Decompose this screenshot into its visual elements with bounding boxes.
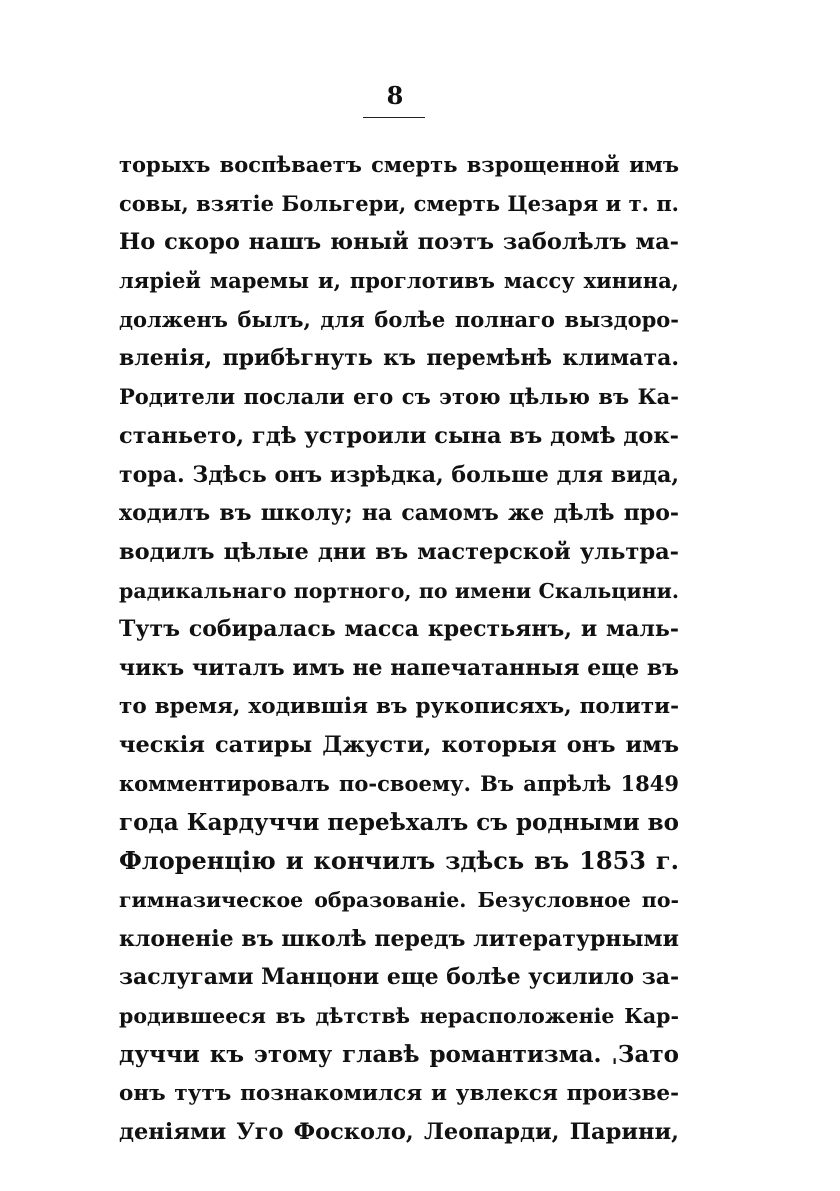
text-line: водилъ цѣлые дни въ мастерской ультра- xyxy=(119,538,679,565)
text-line: года Кардуччи переѣхалъ съ родными во xyxy=(119,808,679,836)
text-line: комментировалъ по-своему. Въ апрѣлѣ 1849 xyxy=(119,771,679,796)
body-text xyxy=(119,146,679,1152)
text-line: вленія, прибѣгнуть къ перемѣнѣ климата. xyxy=(119,345,679,372)
text-line: заслугами Манцони еще болѣе усилило за- xyxy=(119,964,680,991)
text-line: тора. Здѣсь онъ изрѣдка, больше для вида, xyxy=(119,461,679,488)
text-line: радикальнаго портного, по имени Скальцини. xyxy=(119,578,679,603)
text-line: то время, ходившія въ рукописяхъ, полити- xyxy=(119,693,679,719)
page-number-rule xyxy=(363,117,425,118)
text-line: ляріей маремы и, проглотивъ массу хинина, xyxy=(119,268,679,294)
text-line: дуччи къ этому главѣ романтизма. ˌЗато xyxy=(119,1040,679,1068)
text-line: деніями Уго Фосколо, Леопарди, Парини, xyxy=(119,1119,679,1146)
text-line: родившееся въ дѣтствѣ нерасположеніе Кар- xyxy=(119,1004,679,1029)
text-line: клоненіе въ школѣ передъ литературными xyxy=(119,925,679,952)
text-line: Родители послали его съ этою цѣлью въ Ка- xyxy=(119,384,679,410)
text-line: ческія сатиры Джусти, которыя онъ имъ xyxy=(119,732,679,759)
text-line: Но скоро нашъ юный поэтъ заболѣлъ ма- xyxy=(119,229,679,256)
text-line: долженъ былъ, для болѣе полнаго выздоро- xyxy=(119,306,679,332)
text-line: чикъ читалъ имъ не напечатанныя еще въ xyxy=(119,654,679,681)
text-line: Тутъ собиралась масса крестьянъ, и маль- xyxy=(119,616,679,643)
text-line: онъ тутъ познакомился и увлекся произве- xyxy=(119,1080,679,1106)
text-line: станьето, гдѣ устроили сына въ домѣ док- xyxy=(119,422,679,449)
page-number: 8 xyxy=(386,81,404,110)
text-line: Флоренцію и кончилъ здѣсь въ 1853 г. xyxy=(119,846,679,876)
text-line: ходилъ въ школу; на самомъ же дѣлѣ про- xyxy=(119,500,679,527)
text-line: гимназическое образованіе. Безусловное по- xyxy=(119,888,679,913)
text-line: торыхъ воспѣваетъ смерть взрощенной имъ xyxy=(119,152,679,177)
text-line: совы, взятіе Больгери, смерть Цезаря и т. п. xyxy=(119,190,679,216)
